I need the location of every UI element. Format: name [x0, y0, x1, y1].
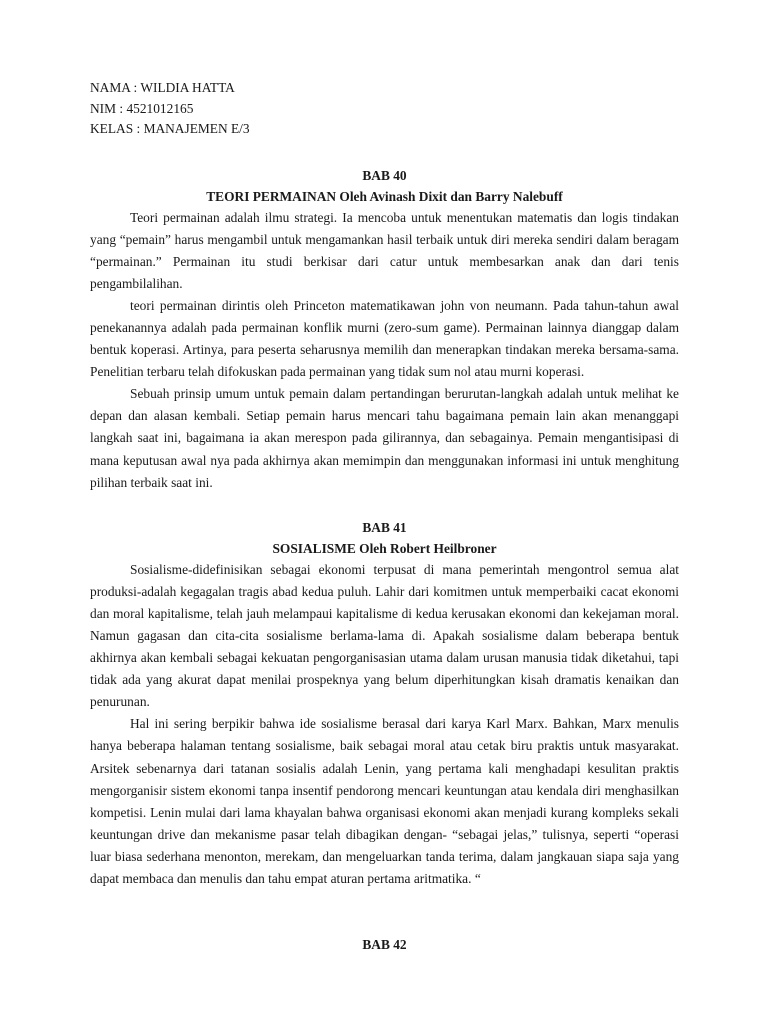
spacer: [90, 890, 679, 934]
student-nim: NIM : 4521012165: [90, 100, 194, 116]
paragraph: Sosialisme-didefinisikan sebagai ekonomi terpusat di mana pemerintah mengontrol semua alat produksi-adalah kegagalan tragis abad kedua puluh. Lahir dari komitmen untuk memperbaiki cacat ekonomi dan moral kapitalisme, telah jauh melampaui kapitalisme di kedua kerusakan ekonomi dan kekejaman moral. Namun gagasan dan cita-cita sosialisme berlama-lama di. Apakah sosialisme dalam beberapa bentuk akhirnya akan kembali sebagai kekuatan pengorganisasian utama dalam urusan manusia tidak diketahui, tapi tidak ada yang akurat dapat menilai prospeknya yang belum diperhitungkan kisah dramatis kenaikan dan penurunan.: [90, 561, 679, 710]
chapter-number: BAB 40: [362, 167, 407, 183]
document-page: [90, 78, 679, 955]
student-name: NAMA : WILDIA HATTA: [90, 80, 235, 95]
paragraph: Hal ini sering berpikir bahwa ide sosialisme berasal dari karya Karl Marx. Bahkan, Marx menulis hanya beberapa halaman tentang sosialisme, baik sebagai moral atau cetak biru praktis untuk masyarakat. Arsitek sebenarnya dari tatanan sosialis adalah Lenin, yang pertama kali menghadapi kesulitan praktis mengorganisir sistem ekonomi tanpa insentif pendorong mencari keuntungan atau kendala diri menghasilkan kompetisi. Lenin mulai dari lama khayalan bahwa organisasi ekonomi akan menjadi kurang kompleks sekali keuntungan drive dan mekanisme pasar telah dibagikan dengan- “sebagai jelas,” tulisnya, seperti “operasi luar biasa sederhana menonton, merekam, dan mengeluarkan tanda terima, dalam jangkauan siapa saja yang dapat membaca dan menulis dan tahu empat aturan pertama aritmatika. “: [90, 716, 679, 887]
chapter-42: [90, 934, 679, 955]
chapter-40: [90, 165, 679, 494]
chapter-number: BAB 41: [362, 519, 407, 535]
chapter-title: TEORI PERMAINAN Oleh Avinash Dixit dan Barry Nalebuff: [206, 188, 563, 204]
chapter-number: BAB 42: [362, 937, 407, 953]
chapter-41: [90, 517, 679, 890]
paragraph: teori permainan dirintis oleh Princeton matematikawan john von neumann. Pada tahun-tahun awal penekanannya adalah pada permainan konflik murni (zero-sum game). Permainan lainnya dianggap dalam bentuk koperasi. Artinya, para peserta seharusnya memilih dan menerapkan tindakan mereka bersama-sama. Penelitian terbaru telah difokuskan pada permainan yang tidak sum nol atau murni koperasi.: [90, 297, 679, 380]
paragraph: Sebuah prinsip umum untuk pemain dalam pertandingan berurutan-langkah adalah untuk melihat ke depan dan alasan kembali. Setiap pemain harus mencari tahu bagaimana pemain lain akan menanggapi langkah saat ini, bagaimana ia akan merespon pada gilirannya, dan sebagainya. Pemain mengantisipasi di mana keputusan awal nya pada akhirnya akan memimpin dan menggunakan informasi ini untuk menghitung pilihan terbaik saat ini.: [90, 386, 679, 490]
paragraph: Teori permainan adalah ilmu strategi. Ia mencoba untuk menentukan matematis dan logis tindakan yang “pemain” harus mengambil untuk mengamankan hasil terbaik untuk diri mereka sendiri dalam beragam “permainan.” Permainan itu studi berkisar dari catur untuk membesarkan anak dan dari tenis pengambilalihan.: [90, 209, 679, 291]
student-class: KELAS : MANAJEMEN E/3: [90, 121, 250, 136]
student-info: [90, 78, 679, 140]
chapter-title: SOSIALISME Oleh Robert Heilbroner: [272, 540, 497, 556]
spacer: [90, 494, 679, 517]
